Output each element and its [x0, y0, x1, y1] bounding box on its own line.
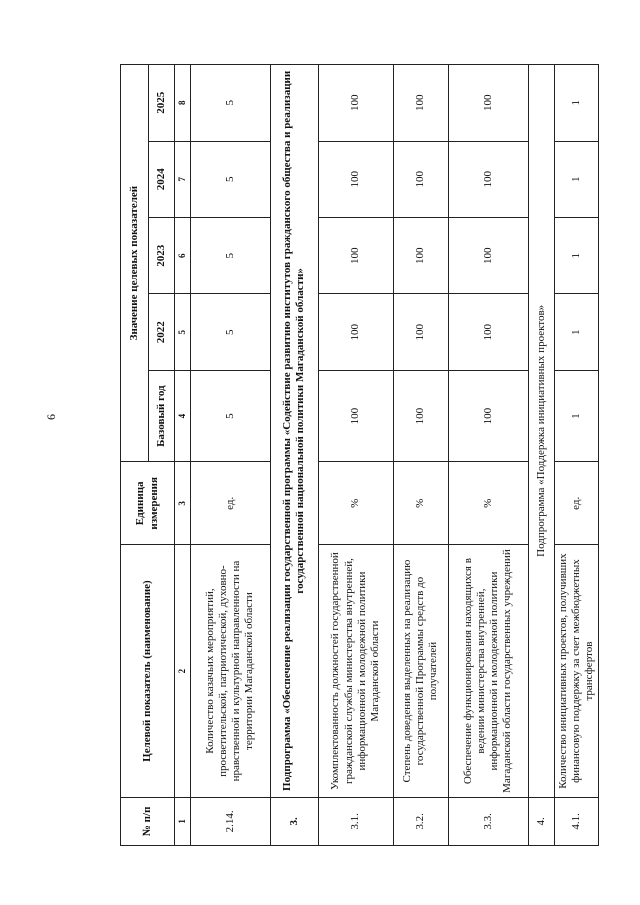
numbering-row — [175, 65, 191, 846]
row-2023: 1 — [554, 218, 599, 294]
row-2022: 100 — [448, 294, 528, 370]
row-unit: % — [448, 462, 528, 545]
table-row — [554, 65, 599, 846]
table-row — [393, 65, 448, 846]
section-title: Подпрограмма «Обеспечение реализации государственной программы «Содействие развитию институтов гражданского общества и реализации государственной национальной политики Магаданской области» — [270, 65, 318, 798]
row-unit: % — [318, 462, 393, 545]
row-unit: % — [393, 462, 448, 545]
row-2023: 100 — [393, 218, 448, 294]
row-base: 1 — [554, 370, 599, 461]
row-2024: 100 — [448, 141, 528, 217]
row-2024: 1 — [554, 141, 599, 217]
row-base: 5 — [190, 370, 270, 461]
row-2025: 100 — [448, 65, 528, 142]
row-2025: 5 — [190, 65, 270, 142]
row-2022: 5 — [190, 294, 270, 370]
row-name: Количество инициативных проектов, получивших финансовую поддержку за счет межбюджетных трансфертов — [554, 545, 599, 797]
numbering-cell: 6 — [175, 218, 191, 294]
section-num: 4. — [528, 797, 554, 845]
row-2022: 100 — [318, 294, 393, 370]
row-name: Количество казачьих мероприятий, просветительской, патриотической, духовно-нравственной и культурной направленности на территории Магаданской области — [190, 545, 270, 797]
row-unit: ед. — [190, 462, 270, 545]
indicators-table-rotated — [120, 64, 596, 846]
row-2022: 1 — [554, 294, 599, 370]
row-2025: 1 — [554, 65, 599, 142]
row-name: Укомплектованность должностей государственной гражданской службы министерства внутренней, информационной и молодежной политики Магаданской области — [318, 545, 393, 797]
section-row — [270, 65, 318, 846]
row-2024: 100 — [393, 141, 448, 217]
header-name: Целевой показатель (наименование) — [121, 545, 175, 797]
row-base: 100 — [393, 370, 448, 461]
table-row — [318, 65, 393, 846]
row-name: Степень доведения выделенных на реализацию государственной Программы средств до получателей — [393, 545, 448, 797]
section-title: Подпрограмма «Поддержка инициативных проектов» — [528, 65, 554, 798]
row-2024: 100 — [318, 141, 393, 217]
row-base: 100 — [318, 370, 393, 461]
row-2023: 100 — [318, 218, 393, 294]
row-2025: 100 — [318, 65, 393, 142]
numbering-cell: 4 — [175, 370, 191, 461]
header-unit: Единица измерения — [121, 462, 175, 545]
header-values-group: Значение целевых показателей — [121, 65, 149, 462]
header-2023: 2023 — [149, 218, 175, 294]
numbering-cell: 1 — [175, 797, 191, 845]
header-num: № п/п — [121, 797, 175, 845]
section-row — [528, 65, 554, 846]
numbering-cell: 3 — [175, 462, 191, 545]
numbering-cell: 2 — [175, 545, 191, 797]
header-2025: 2025 — [149, 65, 175, 142]
row-num: 3.2. — [393, 797, 448, 845]
row-unit: ед. — [554, 462, 599, 545]
row-name: Обеспечение функционирования находящихся в ведении министерства внутренней, информационной и молодежной политики Магаданской области государственных учреждений — [448, 545, 528, 797]
row-num: 4.1. — [554, 797, 599, 845]
row-base: 100 — [448, 370, 528, 461]
indicators-table — [120, 64, 599, 846]
header-2022: 2022 — [149, 294, 175, 370]
row-num: 3.3. — [448, 797, 528, 845]
header-2024: 2024 — [149, 141, 175, 217]
row-2023: 5 — [190, 218, 270, 294]
numbering-cell: 8 — [175, 65, 191, 142]
row-2022: 100 — [393, 294, 448, 370]
row-2024: 5 — [190, 141, 270, 217]
row-2023: 100 — [448, 218, 528, 294]
row-num: 2.14. — [190, 797, 270, 845]
table-row — [448, 65, 528, 846]
numbering-cell: 7 — [175, 141, 191, 217]
table-row — [190, 65, 270, 846]
header-base-year: Базовый год — [149, 370, 175, 461]
numbering-cell: 5 — [175, 294, 191, 370]
header-row-1 — [121, 65, 149, 846]
row-2025: 100 — [393, 65, 448, 142]
section-num: 3. — [270, 797, 318, 845]
row-num: 3.1. — [318, 797, 393, 845]
page-number: 6 — [44, 414, 58, 420]
